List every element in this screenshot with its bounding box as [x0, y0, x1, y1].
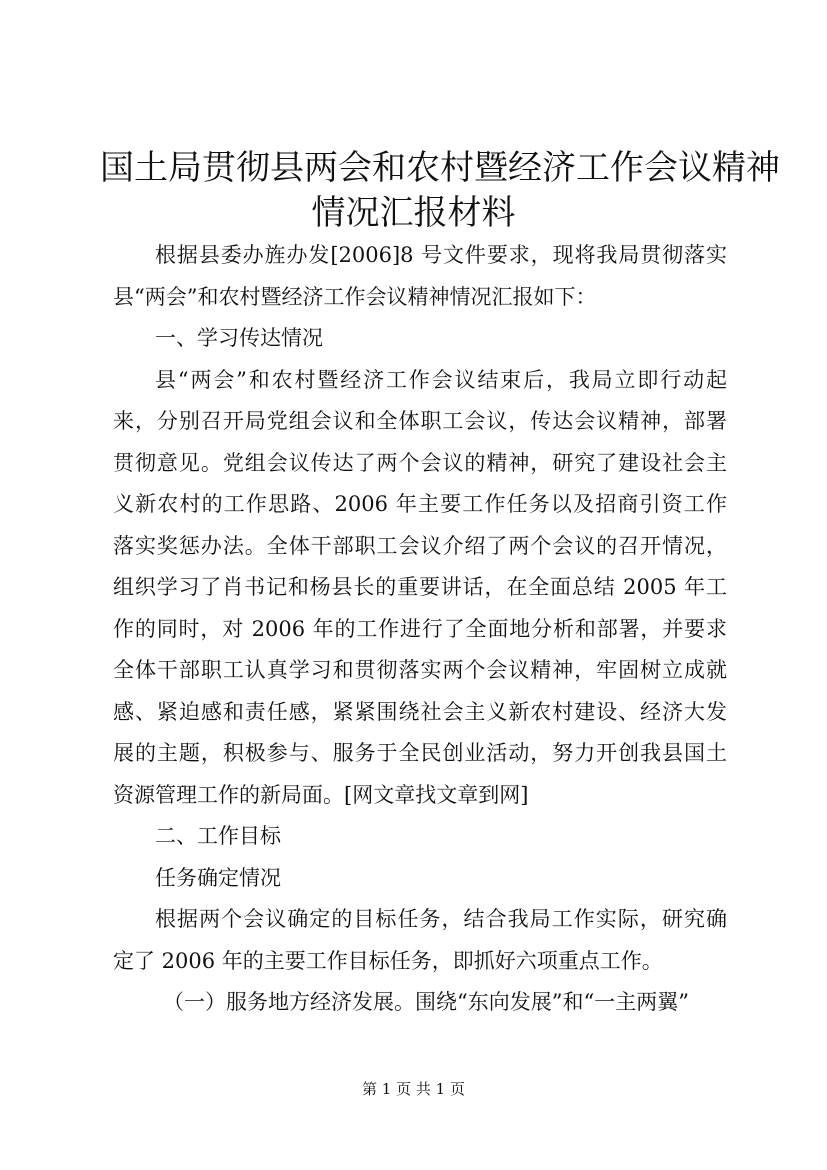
page-footer: 第 1 页 共 1 页 [362, 1080, 465, 1098]
section-heading: 一、学习传达情况 [155, 326, 323, 350]
document-title-line-2: 情况汇报材料 [311, 193, 516, 233]
paragraph-line: 根据县委办旌办发[2006]8 号文件要求，现将我局贯彻落实 [155, 243, 727, 267]
subsection-heading: 任务确定情况 [155, 865, 281, 890]
paragraph-line: 县“两会”和农村暨经济工作会议精神情况汇报如下： [113, 284, 597, 309]
paragraph-line: 作的同时，对 2006 年的工作进行了全面地分析和部署，并要求 [113, 616, 727, 641]
paragraph-line: 根据两个会议确定的目标任务，结合我局工作实际，研究确 [155, 907, 727, 931]
paragraph-line: 来，分别召开局党组会议和全体职工会议，传达会议精神，部署 [113, 409, 727, 433]
paragraph-line: 资源管理工作的新局面。[网文章找文章到网] [113, 782, 529, 807]
paragraph-line: 定了 2006 年的主要工作目标任务，即抓好六项重点工作。 [113, 948, 663, 973]
paragraph-line: 义新农村的工作思路、2006 年主要工作任务以及招商引资工作 [113, 492, 727, 516]
paragraph-line: （一）服务地方经济发展。围绕“东向发展”和“一主两翼” [163, 990, 689, 1014]
paragraph-line: 落实奖惩办法。全体干部职工会议介绍了两个会议的召开情况， [113, 533, 727, 558]
document-body [113, 235, 727, 1024]
paragraph-line: 组织学习了肖书记和杨县长的重要讲话，在全面总结 2005 年工 [113, 575, 727, 599]
paragraph-line: 感、紧迫感和责任感，紧紧围绕社会主义新农村建设、经济大发 [113, 699, 727, 724]
paragraph-line: 全体干部职工认真学习和贯彻落实两个会议精神，牢固树立成就 [113, 658, 727, 682]
section-heading: 二、工作目标 [155, 824, 281, 848]
document-title-line-1: 国土局贯彻县两会和农村暨经济工作会议精神 [100, 148, 780, 188]
paragraph-line: 县“两会”和农村暨经济工作会议结束后，我局立即行动起 [155, 367, 727, 392]
paragraph-line: 展的主题，积极参与、服务于全民创业活动，努力开创我县国土 [113, 741, 727, 765]
paragraph-line: 贯彻意见。党组会议传达了两个会议的精神，研究了建设社会主 [113, 450, 727, 475]
